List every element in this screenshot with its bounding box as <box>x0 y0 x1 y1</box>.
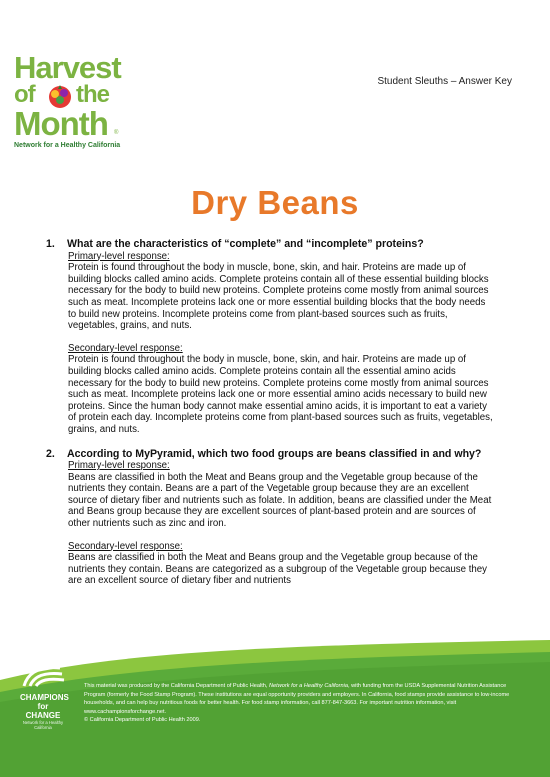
champions-swoosh-icon <box>20 664 66 688</box>
response-label: Secondary-level response: <box>68 342 183 354</box>
question-1 <box>46 238 496 251</box>
question-text: According to MyPyramid, which two food groups are beans classified in and why? <box>67 447 482 460</box>
header-title: Student Sleuths – Answer Key <box>377 76 512 87</box>
question-number: 1. <box>46 238 55 250</box>
logo-word-harvest: Harvest <box>14 50 121 85</box>
logo-word-of: of <box>14 81 35 108</box>
champions-for-change-logo <box>20 664 69 734</box>
question-number: 2. <box>46 447 55 460</box>
response-label: Primary-level response: <box>68 250 170 262</box>
champions-line-2: for CHANGE <box>25 702 61 720</box>
footer-text-end: , with funding from the USDA Supplemental Nutrition Assistance Program (formerly the Food Stamp Program). These institutions are equal opportunity providers and employers. In California, food stamps provide assistance to low-income households, and can help buy nutritious foods for better health. For food stamp information, call 877-847-3663. For important nutrition information, visit www.cachampionsforchange.net. <box>84 683 510 715</box>
footer-disclaimer <box>84 682 524 725</box>
logo-word-the: the <box>76 81 109 108</box>
response-text: Beans are classified in both the Meat and Beans group and the Vegetable group because of the nutrients they contain. Beans are categorized as a subgroup of the Vegetable group because they are an excellent source of dietary fiber and nutrients <box>68 552 488 587</box>
response-block <box>68 251 496 436</box>
logo-tagline: Network for a Healthy California <box>14 142 121 149</box>
footer-text-network: Network for a Healthy California <box>269 683 348 689</box>
harvest-of-the-month-logo <box>14 52 126 152</box>
footer-text-start: This material was produced by the California Department of Public Health, <box>84 683 269 689</box>
response-text: Protein is found throughout the body in muscle, bone, skin, and hair. Proteins are made up of building blocks called amino acids. Complete proteins contain all of these essential building blocks necessary for the body to build new proteins. Complete proteins come mostly from animal sources such as meat. Incomplete proteins lack one or more essential building blocks that the body needs to build new proteins. Incomplete proteins come from plant-based sources such as fruits, vegetables, grains, and nuts. <box>68 262 489 332</box>
questions-list <box>46 238 496 587</box>
response-label: Primary-level response: <box>68 460 170 472</box>
logo-registered-mark: ® <box>114 130 119 136</box>
champions-tagline: Network for a Healthy California <box>22 720 64 730</box>
logo-word-month: Month <box>14 105 108 142</box>
question-2 <box>46 448 496 461</box>
question-text: What are the characteristics of “complete” and “incomplete” proteins? <box>67 238 424 250</box>
document-title: Dry Beans <box>191 184 359 221</box>
response-block <box>68 460 496 587</box>
response-label: Secondary-level response: <box>68 540 183 552</box>
footer-copyright: © California Department of Public Health 2009. <box>84 717 201 724</box>
champions-line-1: CHAMPIONS <box>20 693 69 702</box>
response-text: Protein is found throughout the body in muscle, bone, skin, and hair. Proteins are made up of building blocks called amino acids. Complete proteins contain all the essential amino acids necessary for the body to build new proteins. Complete proteins come mostly from animal sources such as meat. Incomplete proteins lack one or more essential amino acids necessary to build new proteins. Since the human body cannot make essential amino acids, it is important to eat a variety of protein each day. Incomplete proteins come from plant-based sources such as fruits, vegetables, grains, and nuts. <box>68 354 493 435</box>
response-text: Beans are classified in both the Meat and Beans group and the Vegetable group because of the nutrients they contain. Beans are a part of the Vegetable group because they are an excellent source of dietary fiber and nutrients such as folate. In addition, beans are classified under the Meat and Beans group because they are excellent sources of plant-based protein and are sources of other nutrients such as zinc and iron. <box>68 471 492 530</box>
